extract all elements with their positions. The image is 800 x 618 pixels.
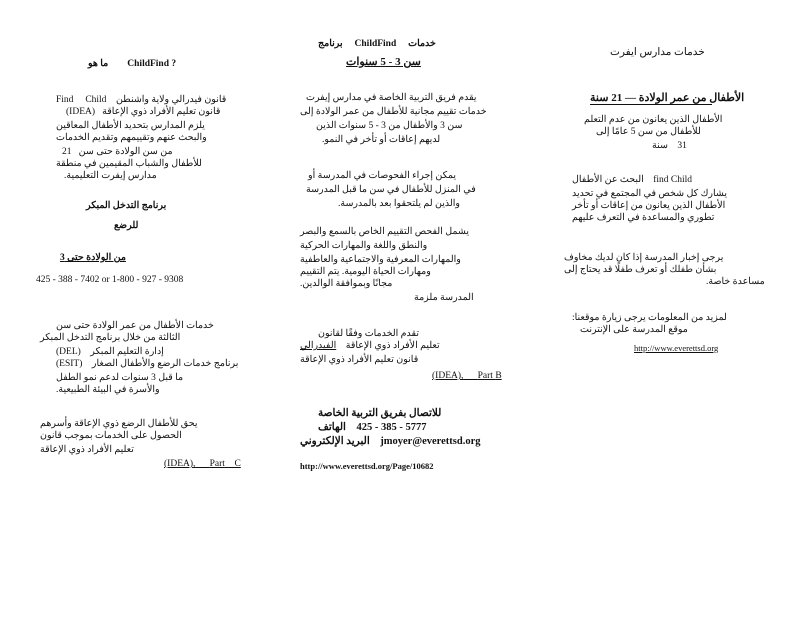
right-p3-line1: يرجى إخبار المدرسة إذا كان لديك مخاوف bbox=[564, 253, 724, 263]
right-p2-line4: تطوري والمساعدة في التعرف عليهم bbox=[572, 213, 715, 223]
left-a-line1 bbox=[56, 94, 226, 106]
middle-phone-row bbox=[318, 422, 426, 434]
middle-header-c: برنامج bbox=[318, 39, 343, 49]
middle-d-line4: قانون تعليم الأفراد ذوي الإعاقة bbox=[300, 355, 419, 365]
middle-b-line1: يمكن إجراء الفحوصات في المدرسة أو bbox=[308, 171, 456, 181]
right-p3-line2: بشأن طفلك أو تعرف طفلًا قد يحتاج إلى bbox=[564, 265, 717, 275]
right-p1-line3b: سنة bbox=[652, 141, 668, 151]
right-p1-line2 bbox=[596, 126, 701, 138]
right-p2-line1 bbox=[572, 174, 692, 186]
right-childfind-word1: Child bbox=[670, 175, 693, 185]
left-b-sub: للرضع bbox=[114, 221, 139, 231]
left-part-c bbox=[164, 458, 241, 470]
right-p1-line3 bbox=[652, 140, 687, 152]
right-p1-line1: الأطفال الذين يعانون من عدم التعلم bbox=[584, 115, 723, 125]
left-d-del: (DEL) bbox=[56, 347, 81, 357]
middle-d-line2: تعليم الأفراد ذوي الإعاقة bbox=[345, 341, 440, 351]
middle-sub-heading: سن 3 - 5 سنوات bbox=[346, 56, 421, 68]
left-c-heading: من الولادة حتى 3 bbox=[60, 253, 126, 263]
middle-email-label: البريد الإلكتروني bbox=[300, 436, 370, 447]
middle-a-line3: سن 3 والأطفال من 3 - 5 سنوات الذين bbox=[316, 121, 463, 131]
right-p1-line2c: عامًا إلى bbox=[596, 127, 629, 137]
left-e-line3: تعليم الأفراد ذوي الإعاقة bbox=[40, 445, 134, 455]
right-p1-line2a: للأطفال من سن bbox=[637, 127, 701, 137]
middle-header-a: خدمات bbox=[408, 39, 436, 49]
left-a-line5b: من سن الولادة حتى سن bbox=[78, 147, 173, 157]
left-part-word: Part bbox=[209, 459, 225, 469]
middle-part-b bbox=[432, 370, 502, 382]
middle-d-line1: تقدم الخدمات وفقًا لقانون bbox=[318, 329, 419, 339]
middle-a-line4: لديهم إعاقات أو تأخر في النمو. bbox=[322, 135, 441, 145]
middle-c-line5: مجانًا وبموافقة الوالدين. bbox=[300, 279, 393, 289]
right-childfind-word2: find bbox=[653, 175, 669, 185]
left-b-heading: برنامج التدخل المبكر bbox=[86, 201, 167, 211]
middle-idea-b: (IDEA), bbox=[432, 371, 464, 381]
left-a-line1c: قانون فيدرالي ولاية واشنطن bbox=[115, 95, 227, 105]
middle-phone-label: الهاتف bbox=[318, 422, 346, 433]
left-d-line3 bbox=[56, 346, 164, 358]
middle-c-line3: والمهارات المعرفية والاجتماعية والعاطفية bbox=[300, 255, 461, 265]
left-d-line6: والأسرة في البيئة الطبيعية. bbox=[56, 385, 160, 395]
middle-email-row bbox=[300, 436, 481, 448]
middle-part-letter: B bbox=[495, 371, 502, 381]
middle-d-line2-row bbox=[300, 340, 440, 352]
left-a-child: Child bbox=[85, 95, 107, 105]
left-a-line5 bbox=[62, 146, 173, 158]
middle-c-line6: المدرسة ملزمة bbox=[414, 293, 474, 303]
left-d-line5: ما قبل 3 سنوات لدعم نمو الطفل bbox=[56, 373, 184, 383]
left-a-line2 bbox=[66, 106, 220, 118]
right-panel-header: خدمات مدارس ايفرت bbox=[610, 47, 705, 58]
left-panel-header bbox=[88, 58, 176, 70]
right-p2-line3: الأطفال الذين يعانون من إعاقات أو تأخر bbox=[572, 201, 726, 211]
middle-c-line1: يشمل الفحص التقييم الخاص بالسمع والبصر bbox=[300, 227, 470, 237]
middle-phone: 425 - 385 - 5777 bbox=[356, 422, 427, 433]
middle-contact-heading: للاتصال بفريق التربية الخاصة bbox=[318, 408, 442, 419]
left-a-line4: والبحث عنهم وتقييمهم وتقديم الخدمات bbox=[56, 133, 207, 143]
middle-panel-header bbox=[318, 38, 436, 50]
left-d-line4b: برنامج خدمات الرضع والأطفال الصغار bbox=[91, 359, 239, 369]
middle-a-line2: خدمات تقييم مجانية للأطفال من عمر الولادة إلى bbox=[300, 107, 487, 117]
left-c-phone: 425 - 388 - 7402 or 1-800 - 927 - 9308 bbox=[36, 275, 184, 285]
right-p1-line2b: 5 bbox=[630, 127, 636, 137]
left-a-idea: (IDEA) bbox=[66, 107, 96, 117]
left-header-a: ما هو bbox=[88, 59, 109, 69]
left-a-line3: يلزم المدارس بتحديد الأطفال المعاقين bbox=[56, 121, 205, 131]
middle-part-word: Part bbox=[477, 371, 493, 381]
left-a-find: Find bbox=[56, 95, 74, 105]
left-a-21: 21 bbox=[62, 147, 72, 157]
right-age-heading: الأطفال من عمر الولادة — 21 سنة bbox=[590, 92, 745, 104]
middle-d-line3: الفيدرالي bbox=[300, 341, 337, 351]
middle-header-childfind: ChildFind bbox=[354, 39, 397, 49]
middle-c-line2: والنطق واللغة والمهارات الحركية bbox=[300, 241, 428, 251]
left-e-line1: يحق للأطفال الرضع ذوي الإعاقة وأسرهم bbox=[40, 419, 198, 429]
right-p2-line2: يشارك كل شخص في المجتمع في تحديد bbox=[572, 189, 728, 199]
middle-a-line1: يقدم فريق التربية الخاصة في مدارس إيفرت bbox=[306, 93, 477, 103]
right-p2-line1c: البحث عن الأطفال bbox=[572, 175, 644, 185]
left-header-childfind: ChildFind ? bbox=[127, 59, 177, 69]
middle-c-line4: ومهارات الحياة اليومية. يتم التقييم bbox=[300, 267, 431, 277]
left-d-line2: الثالثة من خلال برنامج التدخل المبكر bbox=[40, 333, 181, 343]
left-d-esit: (ESIT) bbox=[56, 359, 83, 369]
middle-email[interactable]: jmoyer@everettsd.org bbox=[380, 436, 481, 447]
right-p4-line1: لمزيد من المعلومات يرجى زيارة موقعنا: bbox=[572, 313, 727, 323]
right-website-link[interactable]: http://www.everettsd.org bbox=[634, 343, 719, 353]
right-age-underline bbox=[590, 104, 712, 105]
left-a-line2b: قانون تعليم الأفراد ذوي الإعاقة bbox=[102, 107, 221, 117]
middle-b-line2: في المنزل للأطفال في سن ما قبل المدرسة bbox=[306, 185, 476, 195]
left-e-line2: الحصول على الخدمات بموجب قانون bbox=[40, 431, 182, 441]
left-idea-c: (IDEA), bbox=[164, 459, 196, 469]
left-d-line4 bbox=[56, 358, 238, 370]
left-part-letter: C bbox=[234, 459, 241, 469]
middle-b-line3: والذين لم يلتحقوا بعد بالمدرسة. bbox=[338, 199, 460, 209]
right-p4-line2: موقع المدرسة على الإنترنت bbox=[580, 325, 688, 335]
left-d-line1: خدمات الأطفال من عمر الولادة حتى سن bbox=[56, 321, 214, 331]
left-d-line3b: إدارة التعليم المبكر bbox=[90, 347, 164, 357]
middle-page-link[interactable]: http://www.everettsd.org/Page/10682 bbox=[300, 461, 434, 471]
right-p1-line3a: 31 bbox=[677, 141, 687, 151]
left-a-line7: مدارس إيفرت التعليمية. bbox=[64, 171, 157, 181]
left-a-line6: للأطفال والشباب المقيمين في منطقة bbox=[56, 159, 202, 169]
right-p3-line3: مساعدة خاصة. bbox=[706, 277, 765, 287]
